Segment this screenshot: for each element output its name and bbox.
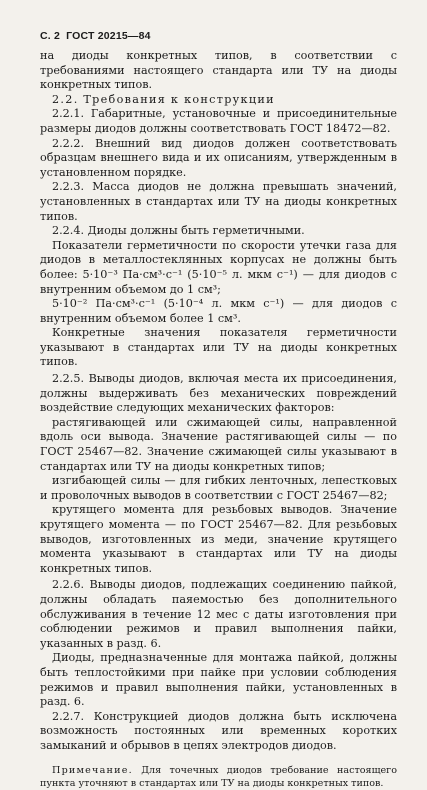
page-number: С. 2 [40,30,60,42]
clause-2-2-4: 2.2.4. Диоды должны быть герметичными. [40,224,397,239]
clause-2-2-5: 2.2.5. Выводы диодов, включая места их присоединения, должны выдерживать без механических повреждений воздействие следующих механических факторов: [40,372,397,416]
bending-force-item: изгибающей силы — для гибких ленточных, лепестковых и проволочных выводов в соответствии с ГОСТ 25467—82; [40,474,397,503]
clause-2-2-2: 2.2.2. Внешний вид диодов должен соответствовать образцам внешнего вида и их описаниям, утвержденным в установленном порядке. [40,137,397,181]
hermeticity-indicators: Показатели герметичности по скорости утечки газа для диодов в металлостеклянных корпусах не должны быть более: 5·10⁻³ Па·см³·с⁻¹ (5·10⁻⁵ л. мкм с⁻¹) — для диодов с внутренним объемом до 1 см³; [40,239,397,297]
section-heading-2-2: 2.2. Требования к конструкции [40,93,397,108]
page-header [40,30,397,42]
solder-heat-resistance: Диоды, предназначенные для монтажа пайкой, должны быть теплостойкими при пайке при условии соблюдения режимов и правил выполнения пайки, установленных в разд. 6. [40,651,397,709]
standard-code: ГОСТ 20215—84 [66,30,151,42]
hermeticity-specific-values: Конкретные значения показателя герметичности указывают в стандартах или ТУ на диоды конкретных типов. [40,326,397,370]
footnote-note [40,764,397,790]
clause-2-2-6: 2.2.6. Выводы диодов, подлежащих соединению пайкой, должны обладать паяемостью без дополнительного обслуживания в течение 12 мес с даты изготовления при соблюдении режимов и правил выполнения пайки, указанных в разд. 6. [40,578,397,651]
clause-2-2-3: 2.2.3. Масса диодов не должна превышать значений, установленных в стандартах или ТУ на диоды конкретных типов. [40,180,397,224]
paragraph-continuation: на диоды конкретных типов, в соответствии с требованиями настоящего стандарта или ТУ на диоды конкретных типов. [40,49,397,93]
torque-item: крутящего момента для резьбовых выводов. Значение крутящего момента — по ГОСТ 25467—82. Для резьбовых выводов, изготовленных из меди, значение крутящего момента указывают в стандартах или ТУ на диоды конкретных типов. [40,503,397,576]
note-label: Примечание. [52,765,133,776]
tensile-force-item: растягивающей или сжимающей силы, направленной вдоль оси вывода. Значение растягивающей силы — по ГОСТ 25467—82. Значение сжимающей силы указывают в стандартах или ТУ на диоды конкретных типов; [40,416,397,474]
clause-2-2-1: 2.2.1. Габаритные, установочные и присоединительные размеры диодов должны соответствовать ГОСТ 18472—82. [40,107,397,136]
note-text: Для точечных диодов требование настоящего пункта уточняют в стандартах или ТУ на диоды конкретных типов. [40,765,397,789]
clause-2-2-7: 2.2.7. Конструкцией диодов должна быть исключена возможность постоянных или временных коротких замыканий и обрывов в цепях электродов диодов. [40,710,397,754]
hermeticity-large-volume: 5·10⁻² Па·см³·с⁻¹ (5·10⁻⁴ л. мкм с⁻¹) — для диодов с внутренним объемом более 1 см³. [40,297,397,326]
